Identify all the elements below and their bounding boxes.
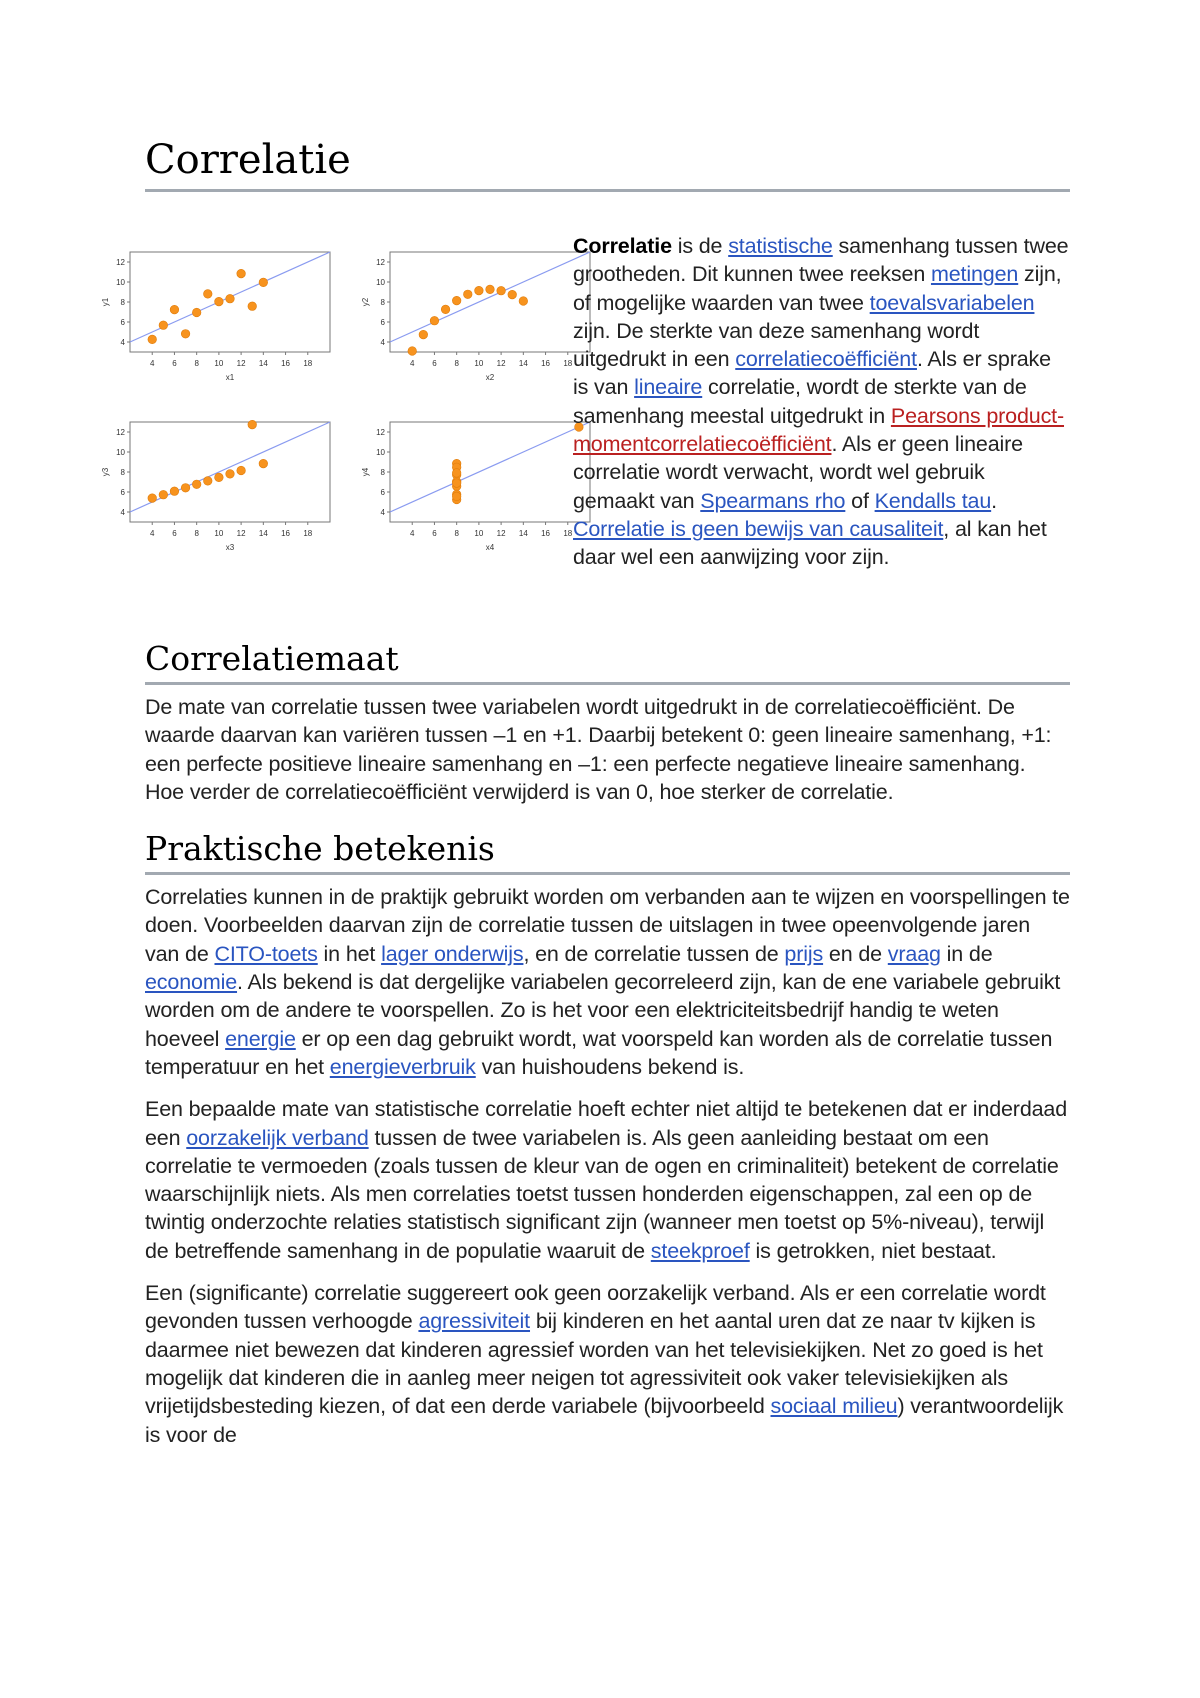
text: in de — [940, 941, 993, 966]
data-point — [181, 484, 190, 493]
y-axis-label: y2 — [361, 297, 370, 307]
y-axis-label: y1 — [101, 297, 110, 307]
link-prijs[interactable]: prijs — [784, 941, 824, 966]
x-tick-label: 10 — [474, 359, 484, 368]
link-cito-toets[interactable]: CITO-toets — [214, 941, 318, 966]
data-point — [248, 420, 257, 429]
text: . — [991, 488, 997, 513]
link-energieverbruik[interactable]: energieverbruik — [329, 1054, 476, 1079]
x-tick-label: 6 — [432, 529, 437, 538]
text: zijn, of mogelijke waarden van twee — [573, 262, 1062, 315]
y-tick-label: 10 — [376, 278, 385, 287]
x-tick-label: 6 — [432, 359, 437, 368]
data-point — [159, 321, 168, 330]
data-point — [452, 492, 461, 501]
y-tick-label: 4 — [120, 508, 125, 517]
intro-section — [101, 232, 1070, 620]
scatter-panel-1 — [101, 252, 330, 382]
x-tick-label: 10 — [214, 529, 224, 538]
x-tick-label: 12 — [496, 359, 506, 368]
text: , al kan het daar wel een aanwijzing voor zijn. — [573, 516, 1047, 570]
x-tick-label: 14 — [258, 359, 268, 368]
text: Een bepaalde mate van statistische correlatie hoeft echter niet altijd te betekenen dat er inderdaad een — [145, 1097, 1068, 1150]
text: samenhang tussen twee grootheden. Dit kunnen twee reeksen — [573, 234, 1069, 287]
data-point — [519, 297, 528, 306]
y-tick-label: 6 — [380, 488, 385, 497]
anscombe-figure — [85, 234, 573, 614]
x-axis-label: x1 — [225, 373, 235, 382]
data-point — [259, 278, 268, 287]
link-pearsons[interactable]: Pearsons product-momentcorrelatiecoëfficiënt — [573, 403, 1065, 457]
scatter-panel-3 — [101, 420, 330, 552]
link-lineaire[interactable]: lineaire — [634, 375, 703, 400]
x-tick-label: 12 — [236, 359, 246, 368]
x-axis-label: x4 — [485, 543, 495, 552]
data-point — [452, 479, 461, 488]
text: , en de correlatie tussen de — [523, 941, 785, 966]
text: is de — [671, 234, 729, 258]
text: ) verantwoordelijk is voor de — [145, 1394, 1064, 1447]
y-tick-label: 4 — [380, 338, 385, 347]
section-correlatiemaat — [145, 638, 1070, 806]
text: er op een dag gebruikt wordt, wat voorspeld kan worden als de correlatie tussen temperatuur en het — [145, 1026, 1053, 1079]
text: van huishoudens bekend is. — [475, 1054, 745, 1079]
link-spearmans-rho[interactable]: Spearmans rho — [700, 488, 846, 513]
y-tick-label: 10 — [376, 448, 385, 457]
x-tick-label: 4 — [149, 359, 155, 368]
data-point — [148, 494, 157, 503]
text: en de — [823, 941, 888, 966]
page-title: Correlatie — [145, 135, 1070, 192]
y-tick-label: 4 — [380, 508, 385, 517]
x-tick-label: 18 — [563, 529, 573, 538]
link-correlatie-causaliteit[interactable]: Correlatie is geen bewijs van causaliteit — [573, 516, 944, 541]
data-point — [181, 330, 190, 339]
data-point — [226, 470, 235, 479]
text: of — [845, 488, 875, 513]
data-point — [430, 316, 439, 325]
y-tick-label: 12 — [376, 428, 385, 437]
paragraph — [145, 1279, 1070, 1449]
x-tick-label: 18 — [303, 359, 313, 368]
text: zijn. De sterkte van deze samenhang wordt uitgedrukt in een — [573, 318, 980, 372]
data-point — [215, 297, 224, 306]
data-point — [508, 290, 517, 299]
y-tick-label: 6 — [380, 318, 385, 327]
y-tick-label: 4 — [120, 338, 125, 347]
x-tick-label: 14 — [518, 529, 528, 538]
x-tick-label: 12 — [236, 529, 246, 538]
data-point — [170, 487, 179, 496]
y-tick-label: 10 — [116, 278, 125, 287]
link-agressiviteit[interactable]: agressiviteit — [418, 1309, 531, 1334]
data-point — [170, 305, 179, 314]
y-axis-label: y4 — [361, 467, 370, 477]
x-tick-label: 14 — [258, 529, 268, 538]
text: tussen de twee variabelen is. Als geen aanleiding bestaat om een correlatie te vermoeden (zoals tussen de kleur van de ogen en criminaliteit) betekent de correlatie waarschijnlijk niets. Als men correlaties toetst tussen honderden eigenschappen, zal een op de twintig onderzochte relaties statistisch significant zijn (wanneer men toetst op 5%-niveau), terwijl de betreffende samenhang in de populatie waaruit de — [145, 1125, 1059, 1263]
paragraph — [145, 1095, 1070, 1265]
y-axis-label: y3 — [101, 467, 110, 477]
link-statistische[interactable]: statistische — [728, 234, 833, 258]
y-tick-label: 8 — [120, 468, 125, 477]
data-point — [192, 480, 201, 489]
data-point — [441, 305, 450, 314]
x-tick-label: 8 — [454, 529, 459, 538]
text: is getrokken, niet bestaat. — [749, 1238, 997, 1263]
data-point — [475, 286, 484, 295]
x-axis-label: x3 — [225, 543, 235, 552]
y-tick-label: 10 — [116, 448, 125, 457]
x-tick-label: 12 — [496, 529, 506, 538]
link-metingen[interactable]: metingen — [930, 262, 1019, 287]
x-tick-label: 6 — [172, 359, 177, 368]
x-tick-label: 16 — [541, 359, 551, 368]
x-tick-label: 18 — [563, 359, 573, 368]
text: . Als er geen lineaire correlatie wordt verwacht, wordt wel gebruik gemaakt van — [573, 432, 1023, 513]
text: . Als bekend is dat dergelijke variabelen gecorreleerd zijn, kan de ene variabele gebruikt worden om de andere te voorspellen. Zo is het voor een elektriciteitsbedrijf handig te weten hoeveel — [145, 970, 1061, 1051]
y-tick-label: 12 — [116, 428, 125, 437]
x-tick-label: 8 — [194, 529, 199, 538]
x-tick-label: 8 — [194, 359, 199, 368]
data-point — [248, 302, 257, 311]
link-lager-onderwijs[interactable]: lager onderwijs — [381, 941, 524, 966]
data-point — [486, 285, 495, 294]
text: bij kinderen en het aantal uren dat ze naar tv kijken is daarmee niet bewezen dat kinderen agressief worden van het televisiekijken. Net zo goed is het mogelijk dat kinderen die in aanleg meer neigen tot agressiviteit ook vaker televisiekijken als vrijetijdsbesteding kiezen, of dat een derde variabele (bijvoorbeeld — [145, 1309, 1043, 1419]
x-tick-label: 4 — [409, 529, 415, 538]
plot-frame — [390, 422, 590, 522]
bold-term: Correlatie — [573, 234, 672, 258]
link-steekproef[interactable]: steekproef — [650, 1238, 750, 1263]
y-tick-label: 8 — [380, 468, 385, 477]
section-heading: Praktische betekenis — [145, 828, 1070, 875]
data-point — [497, 286, 506, 295]
data-point — [226, 294, 235, 303]
x-tick-label: 14 — [518, 359, 528, 368]
link-kendalls-tau[interactable]: Kendalls tau — [874, 488, 992, 513]
x-axis-label: x2 — [485, 373, 495, 382]
x-tick-label: 16 — [281, 359, 291, 368]
data-point — [419, 330, 428, 339]
y-tick-label: 6 — [120, 488, 125, 497]
anscombe-charts — [85, 234, 573, 614]
y-tick-label: 12 — [376, 258, 385, 267]
x-tick-label: 6 — [172, 529, 177, 538]
section-paragraph: De mate van correlatie tussen twee variabelen wordt uitgedrukt in de correlatiecoëfficiënt. De waarde daarvan kan variëren tussen –1 en +1. Daarbij betekent 0: geen lineaire samenhang, +1: een perfecte positieve lineaire samenhang en –1: een perfecte negatieve lineaire samenhang. Hoe verder de correlatiecoëfficiënt verwijderd is van 0, hoe sterker de correlatie. — [145, 695, 1052, 804]
text: correlatie, wordt de sterkte van de samenhang meestal uitgedrukt in — [573, 375, 1027, 428]
link-toevalsvariabelen[interactable]: toevalsvariabelen — [869, 290, 1035, 315]
link-vraag[interactable]: vraag — [887, 941, 941, 966]
link-economie[interactable]: economie — [145, 970, 238, 995]
data-point — [159, 490, 168, 499]
x-tick-label: 4 — [409, 359, 415, 368]
x-tick-label: 4 — [149, 529, 155, 538]
x-tick-label: 16 — [281, 529, 291, 538]
x-tick-label: 18 — [303, 529, 313, 538]
data-point — [463, 290, 472, 299]
link-sociaal-milieu[interactable]: sociaal milieu — [770, 1394, 898, 1419]
data-point — [203, 290, 212, 299]
link-energie[interactable]: energie — [225, 1026, 296, 1051]
data-point — [215, 473, 224, 482]
x-tick-label: 10 — [214, 359, 224, 368]
data-point — [237, 466, 246, 475]
y-tick-label: 6 — [120, 318, 125, 327]
text: . Als er sprake is van — [573, 347, 1051, 400]
link-correlatiecoefficient[interactable]: correlatiecoëfficiënt — [735, 347, 917, 372]
data-point — [452, 469, 461, 478]
text: Correlaties kunnen in de praktijk gebruikt worden om verbanden aan te wijzen en voorspellingen te doen. Voorbeelden daarvan zijn de correlatie tussen de uitslagen in twee opeenvolgende jaren van de — [145, 885, 1070, 966]
text: in het — [317, 941, 382, 966]
x-tick-label: 16 — [541, 529, 551, 538]
y-tick-label: 8 — [120, 298, 125, 307]
paragraph — [145, 883, 1070, 1081]
section-praktische-betekenis — [145, 828, 1070, 1449]
y-tick-label: 8 — [380, 298, 385, 307]
data-point — [148, 335, 157, 344]
data-point — [408, 347, 417, 356]
article — [101, 135, 1070, 1449]
data-point — [452, 296, 461, 305]
text: Een (significante) correlatie suggereert ook geen oorzakelijk verband. Als er een correlatie wordt gevonden tussen verhoogde — [145, 1281, 1046, 1334]
data-point — [259, 459, 268, 468]
x-tick-label: 8 — [454, 359, 459, 368]
x-tick-label: 10 — [474, 529, 484, 538]
link-oorzakelijk-verband[interactable]: oorzakelijk verband — [186, 1125, 369, 1150]
section-heading: Correlatiemaat — [145, 638, 1070, 685]
data-point — [203, 477, 212, 486]
y-tick-label: 12 — [116, 258, 125, 267]
data-point — [192, 308, 201, 317]
data-point — [237, 269, 246, 278]
